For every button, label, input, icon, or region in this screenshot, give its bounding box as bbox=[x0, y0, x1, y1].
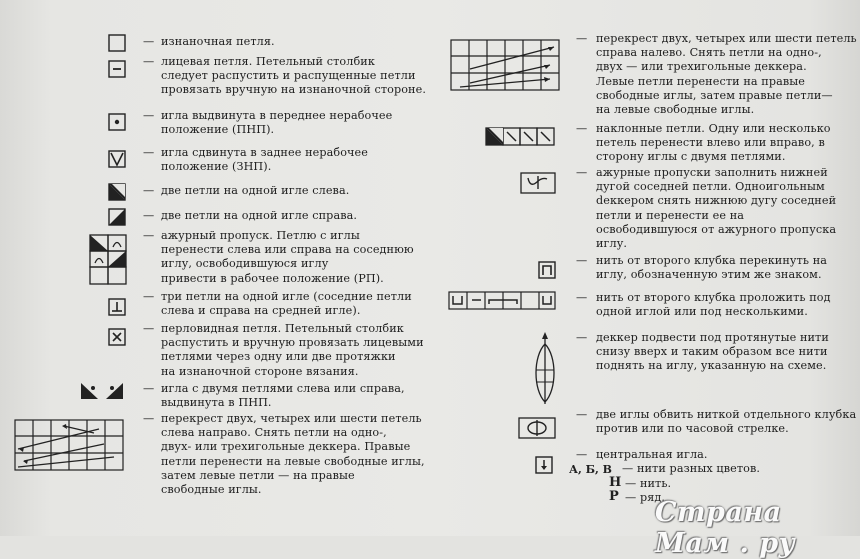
needle-back-icon bbox=[108, 150, 126, 168]
desc-three-one: три петли на одной игле (соседние петли слева и справа на средней игле). bbox=[161, 290, 412, 318]
desc-pearl: перловидная петля. Петельный столбик распустить и вручную провязать лицевыми петлями через одну или две протяжки на изнаночной стороне вязания. bbox=[161, 322, 424, 378]
watermark-logo: Страна Мам . ру bbox=[655, 497, 796, 559]
cross-left-grid-icon bbox=[450, 39, 560, 91]
dash: — bbox=[576, 166, 588, 179]
dash: — bbox=[143, 229, 155, 242]
legend-n-symbol: Н bbox=[609, 475, 622, 490]
legend-abv-symbol: А, Б, В bbox=[569, 463, 612, 476]
three-one-icon bbox=[108, 298, 126, 316]
dash: — bbox=[143, 109, 155, 122]
cross-right-grid-icon bbox=[14, 419, 124, 471]
legend-n-text: — нить. bbox=[625, 477, 672, 490]
legend-r-symbol: Р bbox=[609, 489, 619, 504]
desc-slant: наклонные петли. Одну или несколько петель перенести влево или вправо, в сторону иглы с двумя петлями. bbox=[596, 122, 831, 164]
desc-two-left: две петли на одной игле слева. bbox=[161, 184, 350, 197]
desc-purl: изнаночная петля. bbox=[161, 35, 275, 48]
dash: — bbox=[576, 448, 588, 461]
dash: — bbox=[576, 291, 588, 304]
lift-threads-icon bbox=[530, 330, 560, 410]
dash: — bbox=[143, 412, 155, 425]
desc-needle-forward: игла выдвинута в переднее нерабочее положение (ПНП). bbox=[161, 109, 393, 137]
desc-lay: нить от второго клубка проложить под одной иглой или под несколькими. bbox=[596, 291, 831, 319]
lace-fill-icon bbox=[520, 172, 556, 194]
central-needle-icon bbox=[535, 456, 553, 474]
desc-lace-fill: ажурные пропуски заполнить нижней дугой соседней петли. Одноигольным dеккером снять нижнюю дугу соседней петли и перенести ее на освободившуюся от ажурного пропуска иглу. bbox=[596, 166, 837, 251]
desc-needle-back: игла сдвинута в заднее нерабочее положение (ЗНП). bbox=[161, 146, 369, 174]
knit-stitch-icon bbox=[108, 60, 126, 78]
legend-abv-text: — нити разных цветов. bbox=[622, 462, 761, 475]
desc-throw: нить от второго клубка перекинуть на иглу, обозначенную этим же знаком. bbox=[596, 254, 828, 282]
dash: — bbox=[143, 382, 155, 395]
two-right-icon bbox=[108, 208, 126, 226]
dash: — bbox=[576, 408, 588, 421]
throw-yarn-icon bbox=[538, 261, 556, 279]
dash: — bbox=[576, 32, 588, 45]
needle-forward-icon bbox=[108, 113, 126, 131]
dash: — bbox=[143, 55, 155, 68]
dash: — bbox=[143, 290, 155, 303]
lay-yarn-icon bbox=[448, 291, 558, 311]
dash: — bbox=[576, 122, 588, 135]
dash: — bbox=[143, 322, 155, 335]
desc-cross-right: перекрест двух, четырех или шести петель слева направо. Снять петли на одно-, двух- или трехигольные деккера. Правые петли перенести на левые свободные иглы, затем левые петли — на правые свободные иглы. bbox=[161, 412, 425, 497]
purl-stitch-icon bbox=[108, 34, 126, 52]
desc-cross-left: перекрест двух, четырех или шести петель справа налево. Снять петли на одно-, двух — или трехигольные деккера. Левые петли перенести на правые свободные иглы, затем правые петли— на левые свободные иглы. bbox=[596, 32, 857, 117]
dash: — bbox=[143, 35, 155, 48]
desc-wrap: две иглы обвить ниткой отдельного клубка против или по часовой стрелке. bbox=[596, 408, 857, 436]
desc-knit: лицевая петля. Петельный столбик следует распустить и распущенные петли провязать вручную на изнаночной стороне. bbox=[161, 55, 426, 97]
legend-r-text: — ряд. bbox=[625, 491, 666, 504]
dash: — bbox=[143, 184, 155, 197]
slant-stitches-icon bbox=[485, 127, 557, 147]
desc-lift: деккер подвести под протянутые нити снизу вверх и таким образом все нити поднять на иглу, указанную на схеме. bbox=[596, 331, 829, 373]
dash: — bbox=[576, 254, 588, 267]
dash: — bbox=[143, 146, 155, 159]
desc-needle-two: игла с двумя петлями слева или справа, выдвинута в ПНП. bbox=[161, 382, 405, 410]
desc-eyelet: ажурный пропуск. Петлю с иглы перенести слева или справа на соседнюю иглу, освободившуюся иглу привести в рабочее положение (РП). bbox=[161, 229, 414, 285]
wrap-needles-icon bbox=[518, 417, 556, 439]
dash: — bbox=[143, 209, 155, 222]
dash: — bbox=[576, 331, 588, 344]
two-left-icon bbox=[108, 183, 126, 201]
desc-central: центральная игла. bbox=[596, 448, 708, 461]
pearl-stitch-icon bbox=[108, 328, 126, 346]
desc-two-right: две петли на одной игле справа. bbox=[161, 209, 358, 222]
eyelet-icon bbox=[89, 234, 127, 286]
needle-two-icon bbox=[80, 382, 126, 400]
